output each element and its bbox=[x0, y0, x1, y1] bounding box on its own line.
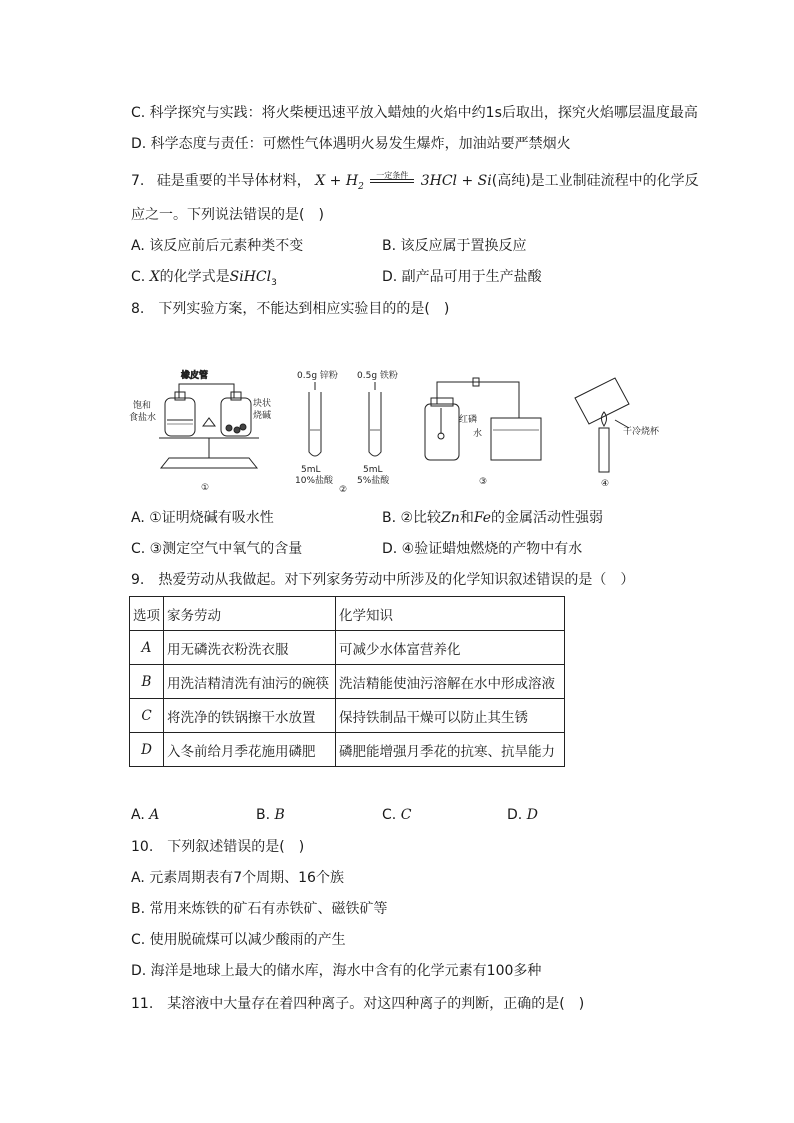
table-header-cell: 化学知识 bbox=[336, 597, 565, 631]
table-cell: 用无磷洗衣粉洗衣服 bbox=[164, 631, 336, 665]
table-cell: 用洗洁精清洗有油污的碗筷 bbox=[164, 665, 336, 699]
q9-table bbox=[129, 596, 565, 767]
q7-option-d: D. 副产品可用于生产盐酸 bbox=[382, 269, 542, 285]
table-header-cell: 家务劳动 bbox=[164, 597, 336, 631]
table-cell: 洗洁精能使油污溶解在水中形成溶液 bbox=[336, 665, 565, 699]
q7-option-b: B. 该反应属于置换反应 bbox=[382, 238, 527, 254]
table-header-row bbox=[130, 597, 565, 631]
q9-option-c: C. C bbox=[382, 807, 412, 823]
f1-number: ① bbox=[201, 483, 210, 493]
f1-tube-label: 橡皮管 bbox=[181, 371, 209, 381]
q6-option-c: C. 科学探究与实践：将火柴梗迅速平放入蜡烛的火焰中约1s后取出，探究火焰哪层温度最高 bbox=[131, 105, 698, 121]
q8-experiment-figure bbox=[129, 368, 669, 496]
q10-option-d: D. 海洋是地球上最大的储水库，海水中含有的化学元素有100多种 bbox=[131, 963, 542, 979]
q7-option-c-x: X bbox=[149, 269, 160, 285]
f1-left-label-1: 饱和 bbox=[133, 401, 152, 411]
f3-number: ③ bbox=[479, 477, 488, 487]
q8-option-b-zn: Zn bbox=[441, 510, 460, 526]
q10-stem: 10. 下列叙述错误的是( ) bbox=[131, 839, 305, 855]
f2-b-bottom-2: 5%盐酸 bbox=[357, 476, 390, 486]
q7-option-c-formula: SiHCl bbox=[229, 269, 272, 285]
f3-label-water: 水 bbox=[473, 429, 483, 439]
f2-a-bottom-1: 5mL bbox=[301, 465, 321, 475]
q7-equation-condition: 一定条件 bbox=[376, 171, 409, 180]
f1-right-label-2: 烧碱 bbox=[253, 411, 272, 421]
q8-option-d: D. ④验证蜡烛燃烧的产物中有水 bbox=[382, 541, 583, 557]
f2-b-bottom-1: 5mL bbox=[363, 465, 383, 475]
table-cell: D bbox=[130, 733, 164, 767]
q8-option-c: C. ③测定空气中氧气的含量 bbox=[131, 541, 303, 557]
q8-option-a: A. ①证明烧碱有吸水性 bbox=[131, 510, 274, 526]
q9-option-a: A. A bbox=[131, 807, 160, 823]
f1-left-label-2: 食盐水 bbox=[129, 413, 157, 423]
q7-stem-b: 是工业制硅流程中的化学反 bbox=[530, 173, 699, 189]
q8-option-b: B. ②比较Zn和Fe的金属活动性强弱 bbox=[382, 510, 604, 526]
f2-b-top: 0.5g 铁粉 bbox=[357, 371, 398, 381]
figure-3-oxygen-apparatus bbox=[425, 378, 541, 487]
figure-2-test-tubes bbox=[295, 369, 398, 495]
table-cell: B bbox=[130, 665, 164, 699]
f4-number: ④ bbox=[601, 479, 610, 489]
q10-option-c: C. 使用脱硫煤可以减少酸雨的产生 bbox=[131, 932, 346, 948]
table-cell: C bbox=[130, 699, 164, 733]
q7-number: 7. bbox=[131, 173, 145, 189]
f2-a-top: 0.5g 锌粉 bbox=[297, 371, 338, 381]
table-header-cell: 选项 bbox=[130, 597, 164, 631]
table-cell: 将洗净的铁锅擦干水放置 bbox=[164, 699, 336, 733]
f3-label-phosphorus: 红磷 bbox=[459, 415, 478, 425]
q7-equation-paren: (高纯) bbox=[491, 173, 531, 189]
f1-right-label-1: 块状 bbox=[253, 399, 272, 409]
q7-stem-a: 硅是重要的半导体材料， bbox=[156, 173, 311, 189]
table-row bbox=[130, 665, 565, 699]
q8-stem: 8. 下列实验方案，不能达到相应实验目的的是( ) bbox=[131, 301, 450, 317]
q7-option-c: C. X的化学式是SiHCl$_3$ bbox=[131, 269, 277, 288]
q7-equation-left: $X + H_2$ bbox=[315, 173, 364, 192]
q9-stem: 9. 热爱劳动从我做起。对下列家务劳动中所涉及的化学知识叙述错误的是（ ） bbox=[131, 572, 635, 588]
q7-option-a: A. 该反应前后元素种类不变 bbox=[131, 238, 304, 254]
q11-stem: 11. 某溶液中大量存在着四种离子。对这四种离子的判断，正确的是( ) bbox=[131, 996, 585, 1012]
table-cell: 可减少水体富营养化 bbox=[336, 631, 565, 665]
table-cell: 入冬前给月季花施用磷肥 bbox=[164, 733, 336, 767]
q9-option-b: B. B bbox=[256, 807, 285, 823]
q10-option-b: B. 常用来炼铁的矿石有赤铁矿、磁铁矿等 bbox=[131, 901, 388, 917]
q7-stem-line2: 应之一。下列说法错误的是( ) bbox=[131, 207, 324, 223]
table-row bbox=[130, 733, 565, 767]
figure-4-candle-beaker bbox=[575, 378, 660, 489]
q7-equation-arrow bbox=[368, 171, 416, 183]
f4-label-cold-beaker: 干冷烧杯 bbox=[623, 427, 660, 437]
q7-equation-right: 3HCl + Si bbox=[420, 173, 492, 189]
table-row bbox=[130, 631, 565, 665]
table-cell: A bbox=[130, 631, 164, 665]
f2-a-bottom-2: 10%盐酸 bbox=[295, 476, 334, 486]
figure-1-balance bbox=[129, 369, 271, 493]
table-row bbox=[130, 699, 565, 733]
q6-option-d: D. 科学态度与责任：可燃性气体遇明火易发生爆炸，加油站要严禁烟火 bbox=[131, 136, 571, 152]
table-cell: 保持铁制品干燥可以防止其生锈 bbox=[336, 699, 565, 733]
f2-number: ② bbox=[339, 485, 348, 495]
q8-option-b-fe: Fe bbox=[473, 510, 492, 526]
q10-option-a: A. 元素周期表有7个周期、16个族 bbox=[131, 870, 344, 886]
q7-stem-line1 bbox=[131, 171, 699, 197]
q9-option-d: D. D bbox=[507, 807, 538, 823]
table-cell: 磷肥能增强月季花的抗寒、抗旱能力 bbox=[336, 733, 565, 767]
